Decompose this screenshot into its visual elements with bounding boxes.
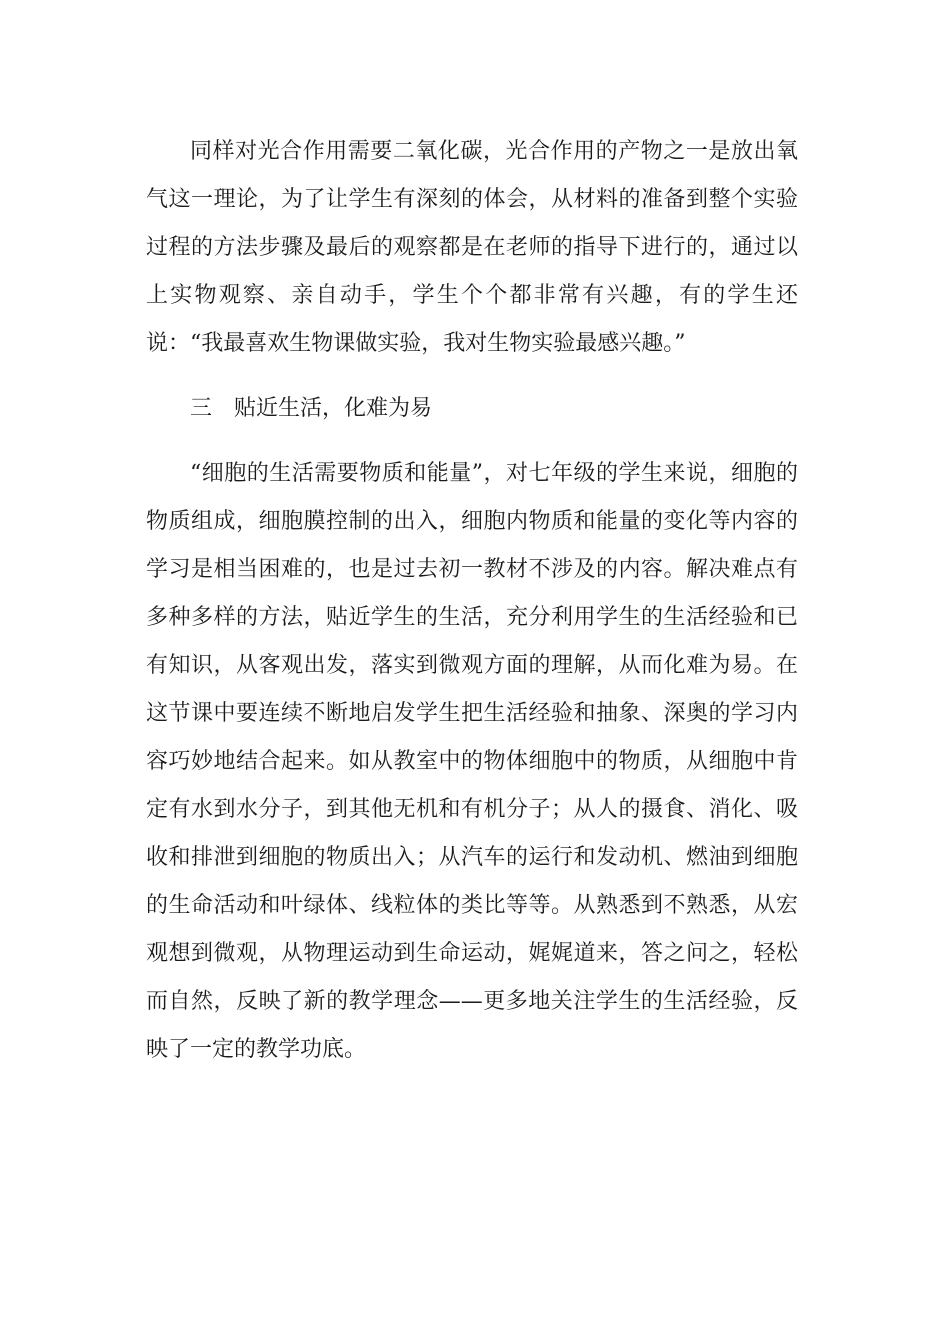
paragraph-cell-life: “细胞的生活需要物质和能量”，对七年级的学生来说，细胞的物质组成，细胞膜控制的出入，细胞内物质和能量的变化等内容的学习是相当困难的，也是过去初一教材不涉及的内容。解决难点有多种多样的方法，贴近学生的生活，充分利用学生的生活经验和已有知识，从客观出发，落实到微观方面的理解，从而化难为易。在这节课中要连续不断地启发学生把生活经验和抽象、深奥的学习内容巧妙地结合起来。如从教室中的物体细胞中的物质，从细胞中肯定有水到水分子，到其他无机和有机分子；从人的摄食、消化、吸收和排泄到细胞的物质出入；从汽车的运行和发动机、燃油到细胞的生命活动和叶绿体、线粒体的类比等等。从熟悉到不熟悉，从宏观想到微观，从物理运动到生命运动，娓娓道来，答之问之，轻松而自然，反映了新的教学理念——更多地关注学生的生活经验，反映了一定的教学功底。 xyxy=(146,461,798,1062)
section-title: 贴近生活，化难为易 xyxy=(234,396,433,421)
document-body xyxy=(146,128,798,1074)
section-number: 三 xyxy=(190,396,213,421)
section-heading xyxy=(146,385,798,433)
paragraph-experiment-interest: 同样对光合作用需要二氧化碳，光合作用的产物之一是放出氧气这一理论，为了让学生有深刻的体会，从材料的准备到整个实验过程的方法步骤及最后的观察都是在老师的指导下进行的，通过以上实物观察、亲自动手，学生个个都非常有兴趣，有的学生还说：“我最喜欢生物课做实验，我对生物实验最感兴趣。” xyxy=(146,139,798,356)
